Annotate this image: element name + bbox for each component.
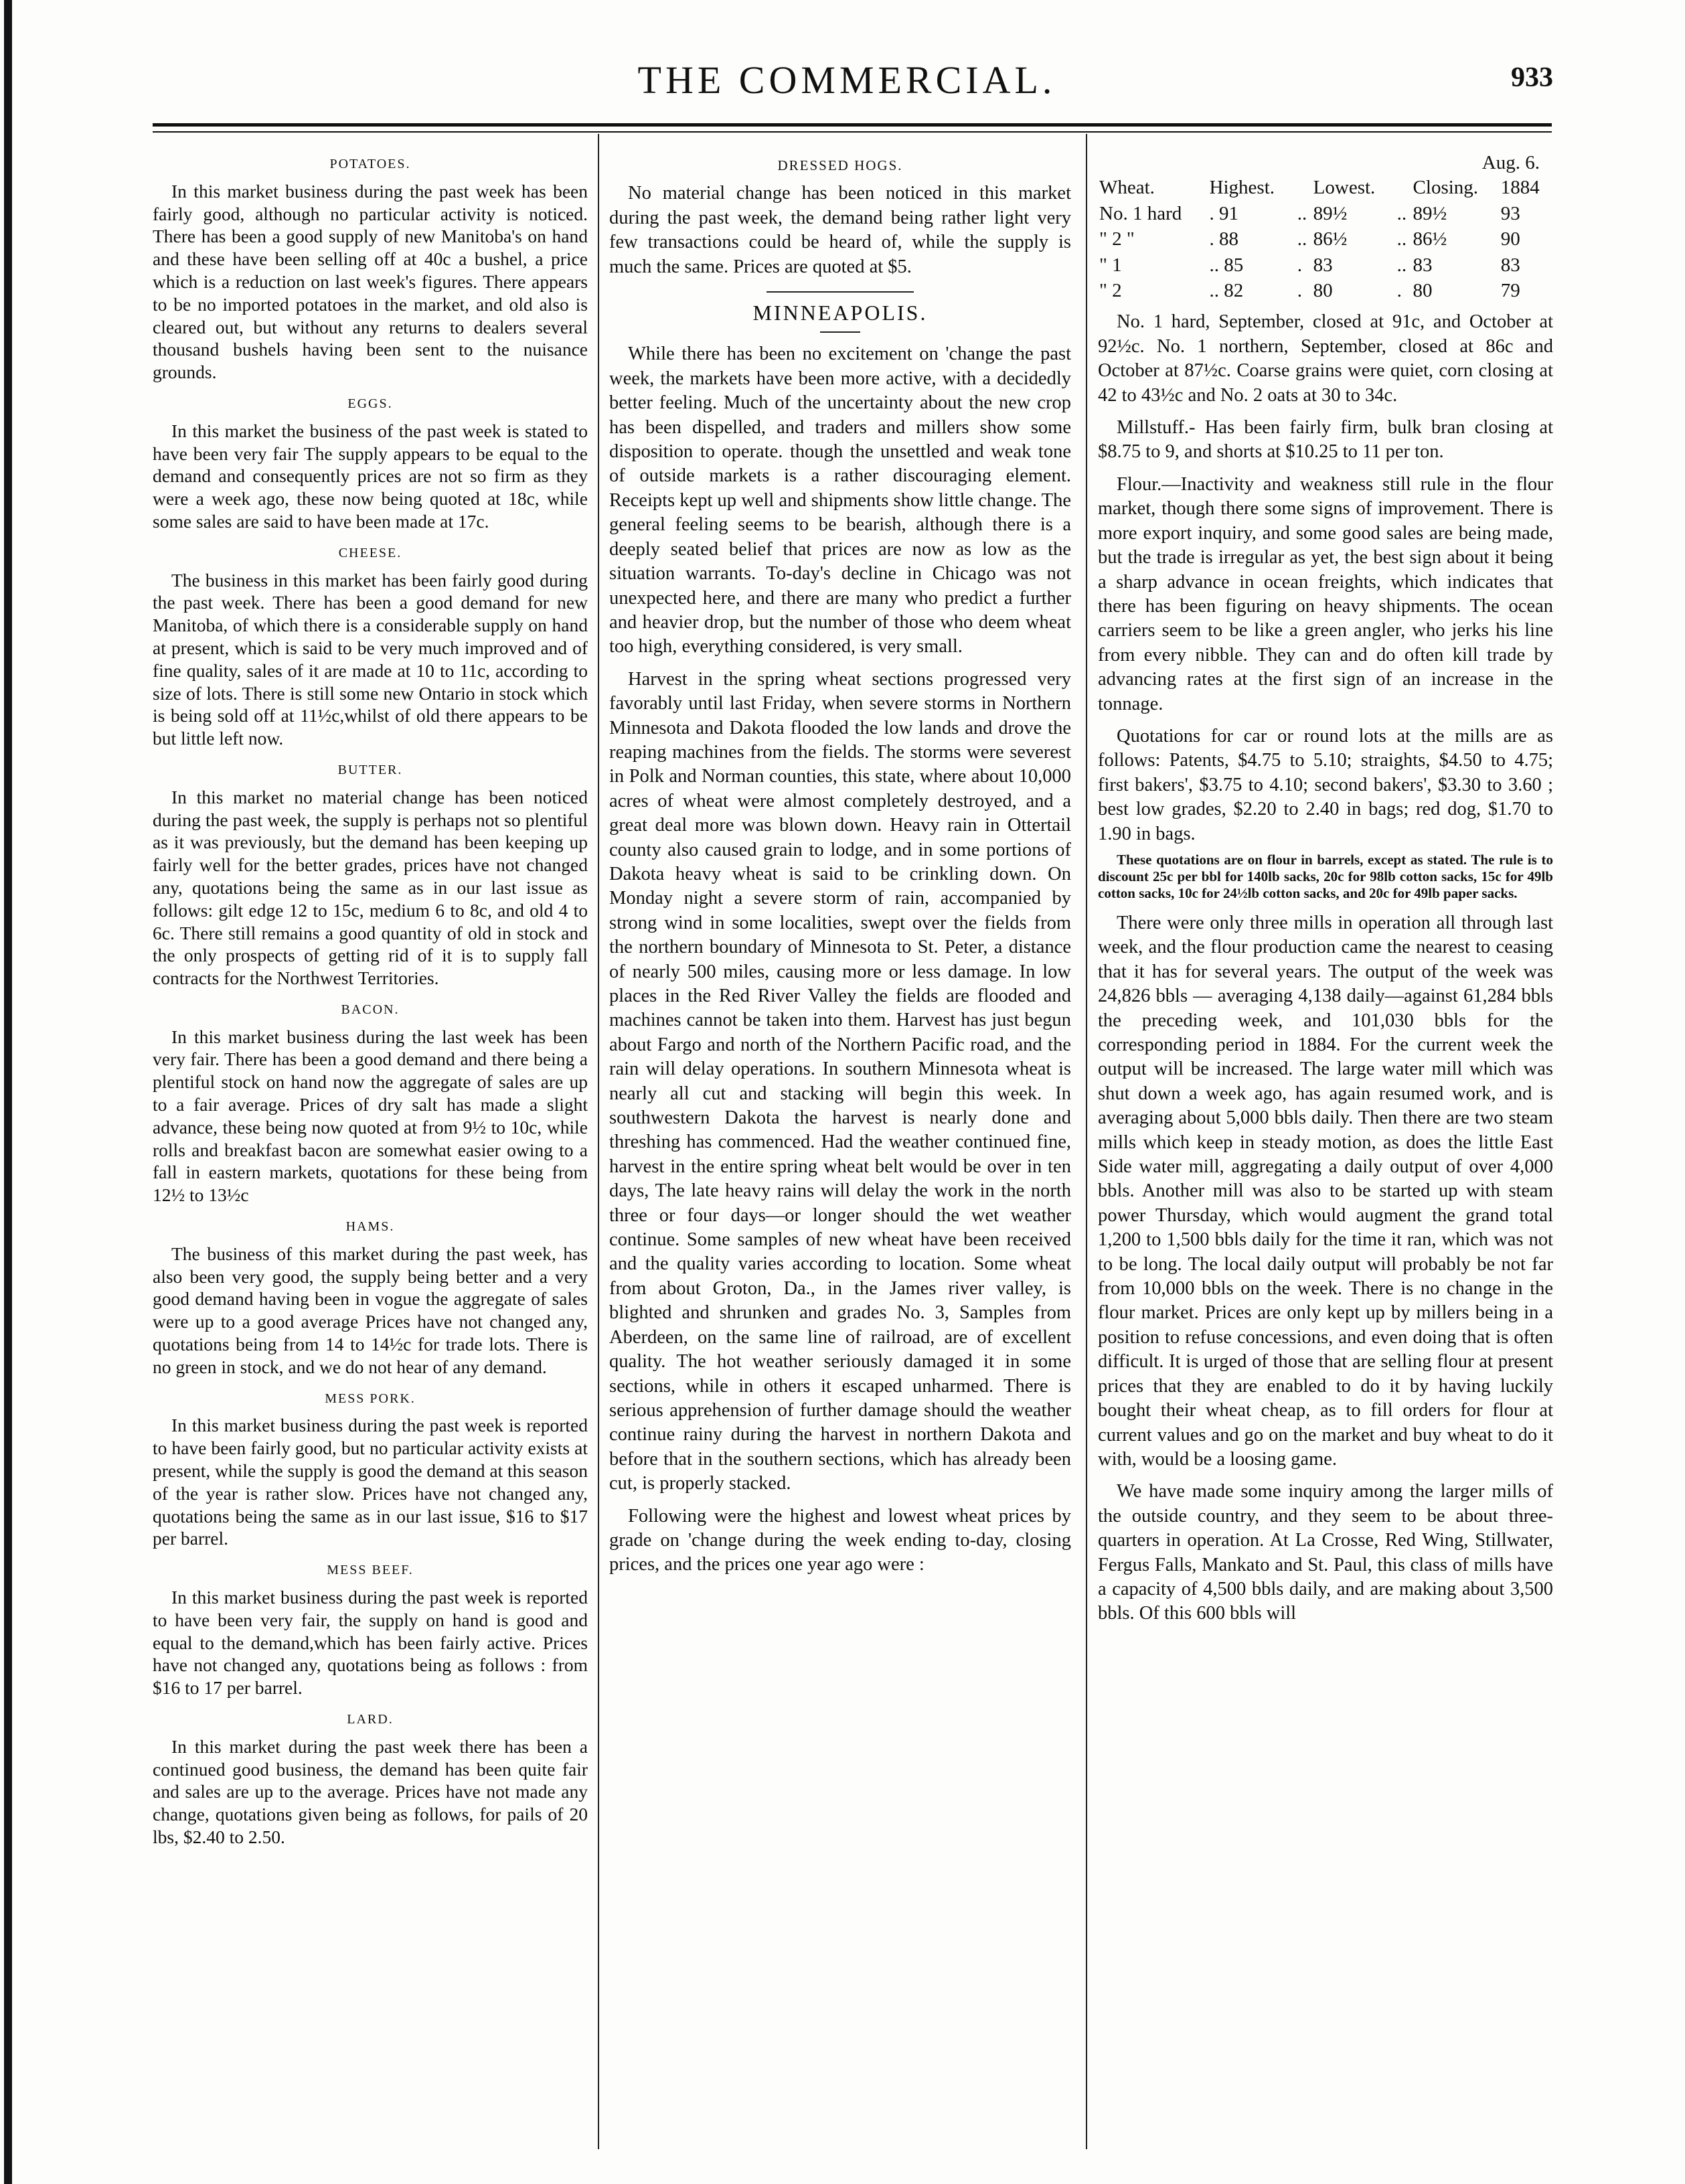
section-heading: BACON. — [341, 1002, 400, 1017]
table-cell: 80 — [1313, 280, 1333, 302]
table-cell: .. — [1396, 228, 1407, 250]
section-heading: CHEESE. — [338, 545, 402, 560]
table-cell: .. 82 — [1209, 280, 1244, 302]
section-hams — [153, 1216, 588, 1379]
table-cell: 80 — [1413, 280, 1433, 302]
options-paragraph: No. 1 hard, September, closed at 91c, and October at 92½c. No. 1 northern, September, closed at 86c and October at 87½c. Coarse grains were quiet, corn closing at 42 to 43½c and No. 2 oats at 30 to 34c. — [1098, 311, 1553, 406]
section-paragraph: In this market business during the past week has been fairly good, although no particular activity is noticed. There has been a good supply of new Manitoba's on hand and these have been selling off at 40c a bushel, a price which is a reduction on last week's figures. There appears to be no imported potatoes in the market, and old also is cleared out, but without any returns to dealers several thousand bushels having been sent to the nuisance grounds. — [153, 180, 588, 383]
table-row — [1098, 278, 1553, 303]
section-paragraph: In this market business during the past week is reported to have been fairly good, but no particular activity exists at present, while the supply is good the demand at this season of the year is rather slow. Prices have not changed any, quotations being the same as in our last issue, $16 to $17 per barrel. — [153, 1415, 588, 1549]
section-heading-dressed-hogs: DRESSED HOGS. — [777, 157, 903, 173]
quotations-paragraph: Quotations for car or round lots at the mills are as follows: Patents, $4.75 to 5.10; straights, $4.50 to 4.75; first bakers', $3.75 to 4.10; second bakers', $3.30 to 3.60 ; best low grades, $2.20 to 2.40 in bags; red dog, $1.70 to 1.90 in bags. — [1098, 725, 1553, 844]
header-rule-thin — [153, 131, 1552, 133]
price-table-date: Aug. 6. — [1481, 152, 1540, 173]
table-row — [1098, 252, 1553, 278]
table-cell: . — [1297, 280, 1302, 302]
table-cell: 93 — [1500, 202, 1520, 224]
table-cell: " 1 — [1099, 254, 1122, 276]
table-row — [1098, 226, 1553, 252]
city-rule — [820, 331, 860, 333]
column-divider-2 — [1086, 134, 1087, 2149]
section-lard — [153, 1709, 588, 1849]
table-cell: " 2 — [1099, 280, 1122, 302]
column-divider-1 — [598, 134, 599, 2149]
mills-paragraph: There were only three mills in operation all through last week, and the flour production came the nearest to ceasing that it has for several years. The output of the week was 24,826 bbls — averaging 4,138 daily—against 61,284 bbls the preceding week, and 101,030 bbls for the corresponding period in 1884. For the current week the output will be increased. The large water mill which was shut down a week ago, has again resumed work, and is averaging about 5,000 bbls daily. Then there are two steam mills which keep in steady motion, as does the little East Side water mill, aggregating a daily output of over 4,000 bbls. Another mill was also to be started up with steam power Thursday, which would augment the grand total 1,200 to 1,500 bbls daily for the time it ran, which was not to be long. The local daily output will probably be not far from 10,000 bbls on the week. There is no change in the flour market. Prices are only kept up by millers being in a position to refuse concessions, and even doing that is often difficult. It is urged of those that are selling flour at present prices that they are enabled to do it by having luckily bought their wheat cheap, as to fill orders for flour at current values and go on the market and buy wheat to do it with, would be a loosing game. — [1098, 912, 1553, 1470]
page-header — [141, 58, 1553, 111]
table-cell: 79 — [1500, 280, 1520, 302]
section-heading: MESS BEEF. — [327, 1563, 414, 1578]
table-header-cell: Highest. — [1209, 177, 1275, 199]
table-cell: 86½ — [1413, 228, 1447, 250]
section-paragraph: In this market during the past week there has been a continued good business, the demand has been quite fair and sales are up to the average. Prices have not made any change, quotations given being as follows, for pails of 20 lbs, $2.40 to 2.50. — [153, 1735, 588, 1847]
section-paragraph: In this market the business of the past week is stated to have been very fair The supply appears to be equal to the demand and consequently prices are not so firm as they were a week ago, these now being quoted at 18c, while some sales are said to have been made at 17c. — [153, 420, 588, 532]
table-header-cell: Closing. — [1413, 177, 1479, 199]
section-heading: BUTTER. — [337, 762, 403, 777]
table-header-cell: 1884 — [1500, 177, 1540, 199]
minneapolis-paragraph-2: Harvest in the spring wheat sections progressed very favorably until last Friday, when severe storms in Northern Minnesota and Dakota flooded the low lands and drove the reaping machines from the fields. The storms were severest in Polk and Norman counties, this state, where about 10,000 acres of wheat were almost completely destroyed, and a great deal more was blown down. Heavy rain in Ottertail county also caused grain to lodge, and in some portions of Dakota heavy wheat is said to be crinkling down. On Monday night a severe storm of rain, accompanied by strong wind in some localities, swept over the fields from the northern boundary of Minnesota to St. Peter, a distance of nearly 500 miles, causing more or less damage. In low places in the Red River Valley the fields are flooded and machines cannot be taken into them. Harvest has just begun about Fargo and north of the Northern Pacific road, and the rain will delay operations. In southern Minnesota wheat is nearly all cut and stacking will begin this week. In southwestern Dakota the harvest is nearly done and threshing has commenced. Had the weather continued fine, harvest in the entire spring wheat belt would be over in ten days, The late heavy rains will delay the work in the north three or four days—or longer should the wet weather continue. Some samples of new wheat have been received and the quality varies according to location. Some wheat from about Groton, Da., in the James river valley, is blighted and shrunken and grades No. 3, Samples from Aberdeen, on the same line of railroad, are of excellent quality. The hot weather seriously damaged it in some sections, while in others it escaped unharmed. There is serious apprehension of further damage should the weather continue rainy during the harvest in northern Dakota and before that in the southern sections, which has already been cut, is properly stacked. — [609, 668, 1071, 1494]
quotations-footnote: These quotations are on flour in barrels, except as stated. The rule is to discount 25c per bbl for 140lb sacks, 20c for 98lb cotton sacks, 15c for 49lb cotton sacks, 10c for 24½lb cotton sacks, and 20c for 49lb paper sacks. — [1098, 851, 1553, 901]
table-cell: . — [1396, 280, 1402, 302]
page-edge-bar — [4, 0, 12, 2184]
section-heading: HAMS. — [345, 1219, 395, 1235]
table-cell: 89½ — [1313, 202, 1348, 224]
table-header-cell — [1296, 175, 1312, 200]
table-cell: . — [1297, 254, 1302, 276]
section-paragraph: The business of this market during the past week, has also been very good, the supply being better and a very good demand having been in vogue the aggregate of sales were up to a good average Prices have not changed any, quotations being from 14 to 14½c for trade lots. There is no green in stock, and we do not hear of any demand. — [153, 1243, 588, 1377]
table-cell: . 88 — [1209, 228, 1239, 250]
section-butter — [153, 759, 588, 990]
table-cell: . 91 — [1209, 202, 1239, 224]
table-cell: 90 — [1500, 228, 1520, 250]
millstuff-paragraph: Millstuff.- Has been fairly firm, bulk bran closing at $8.75 to 9, and shorts at $10.25 to 11 per ton. — [1098, 417, 1553, 463]
section-mess-pork — [153, 1388, 588, 1551]
table-cell: .. — [1297, 202, 1307, 224]
section-eggs — [153, 393, 588, 533]
dressed-hogs-paragraph: No material change has been noticed in this market during the past week, the demand being rather light very few transactions could be heard of, while the supply is much the same. Prices are quoted at $5. — [609, 183, 1071, 277]
section-mess-beef — [153, 1559, 588, 1699]
city-heading-minneapolis: MINNEAPOLIS. — [752, 301, 928, 325]
table-header-cell: Lowest. — [1313, 177, 1376, 199]
header-rule-thick — [153, 123, 1552, 127]
table-cell: " 2 " — [1099, 228, 1135, 250]
section-paragraph: In this market business during the last week has been very fair. There has been a good demand and there being a plentiful stock on hand now the aggregate of sales are up to a fair average. Prices of dry salt has made a slight advance, these being now quoted at from 9½ to 10c, while rolls and breakfast bacon are somewhat easier owing to a fall in eastern markets, quotations for these being from 12½ to 13½c — [153, 1026, 588, 1206]
table-cell: .. — [1396, 254, 1407, 276]
section-heading: EGGS. — [347, 396, 393, 411]
table-cell: 83 — [1500, 254, 1520, 276]
section-paragraph: In this market no material change has been noticed during the past week, the supply is perhaps not so plentiful as it was previously, but the demand has been keeping up fairly well for the better grades, prices have not changed any, quotations being the same as in our last issue as follows: gilt edge 12 to 15c, medium 6 to 8c, and old 4 to 6c. There still remains a good quantity of old in stock and the only prospects of getting rid of it is to supply fall contracts for the Northwest Territories. — [153, 786, 588, 989]
table-cell: 83 — [1413, 254, 1433, 276]
table-cell: .. 85 — [1209, 254, 1244, 276]
table-cell: No. 1 hard — [1099, 202, 1182, 224]
section-paragraph: In this market business during the past week is reported to have been very fair, the supply on hand is good and equal to the demand,which has been fairly active. Prices have not changed any, quotations being as follows : from $16 to 17 per barrel. — [153, 1587, 588, 1699]
section-cheese — [153, 542, 588, 750]
minneapolis-paragraph-1: While there has been no excitement on 'change the past week, the markets have been more active, with a decidedly better feeling. Much of the uncertainty about the new crop has been dispelled, and traders and millers show some disposition to operate. though the unsettled and weak tone of outside markets is a rather discouraging element. Receipts kept up well and shipments show little change. The general feeling seems to be bearish, although there is a deeply seated belief that prices are now as low as the situation warrants. To-day's decline in Chicago was not unexpected here, and there are many who predict a further and heavier drop, but the number of those who deem wheat too high, everything considered, is very small. — [609, 343, 1071, 657]
section-paragraph: The business in this market has been fairly good during the past week. There has been a good demand for new Manitoba, of which there is a considerable supply on hand at present, which is said to be very much improved and of fine quality, sales of it are made at 10 to 11c, according to size of lots. There is still some new Ontario in stock which is being sold off at 11½c,whilst of old there appears to be but little left now. — [153, 569, 588, 749]
table-header-cell: Wheat. — [1099, 177, 1155, 199]
wheat-price-table — [1098, 175, 1553, 303]
minneapolis-paragraph-3: Following were the highest and lowest wheat prices by grade on 'change during the week ending to-day, closing prices, and the prices one year ago were : — [609, 1505, 1071, 1575]
column-2 — [609, 151, 1071, 2146]
section-potatoes — [153, 153, 588, 384]
section-heading: POTATOES. — [329, 157, 411, 171]
column-3 — [1098, 151, 1553, 2146]
table-cell: .. — [1297, 228, 1307, 250]
masthead-title: THE COMMERCIAL. — [637, 58, 1056, 102]
table-header-cell — [1396, 175, 1412, 200]
table-cell: 89½ — [1413, 202, 1447, 224]
section-rule — [767, 291, 914, 293]
column-1 — [153, 151, 588, 2146]
flour-paragraph: Flour.—Inactivity and weakness still rule in the flour market, though there some signs of improvement. There is more export inquiry, and some good sales are being made, but the trade is irregular as yet, the best sign about it being a sharp advance in ocean freights, which indicates that there has been figuring on heavy shipments. The ocean carriers seem to be like a green angler, who jerks his line from every nibble. They can and do often kill trade by advancing rates at the first sign of an increase in the tonnage. — [1098, 473, 1553, 714]
section-bacon — [153, 999, 588, 1206]
table-cell: 83 — [1313, 254, 1333, 276]
page-number: 933 — [1511, 62, 1553, 93]
table-cell: .. — [1396, 202, 1407, 224]
section-heading: MESS PORK. — [325, 1391, 416, 1406]
outside-mills-paragraph: We have made some inquiry among the larger mills of the outside country, and they seem to be about three-quarters in operation. At La Crosse, Red Wing, Stillwater, Fergus Falls, Mankato and St. Paul, this class of mills have a capacity of 4,500 bbls daily, and are making about 3,500 bbls. Of this 600 bbls will — [1098, 1481, 1553, 1624]
table-row — [1098, 201, 1553, 226]
table-cell: 86½ — [1313, 228, 1348, 250]
table-header-row — [1098, 175, 1553, 200]
section-heading: LARD. — [347, 1712, 394, 1727]
